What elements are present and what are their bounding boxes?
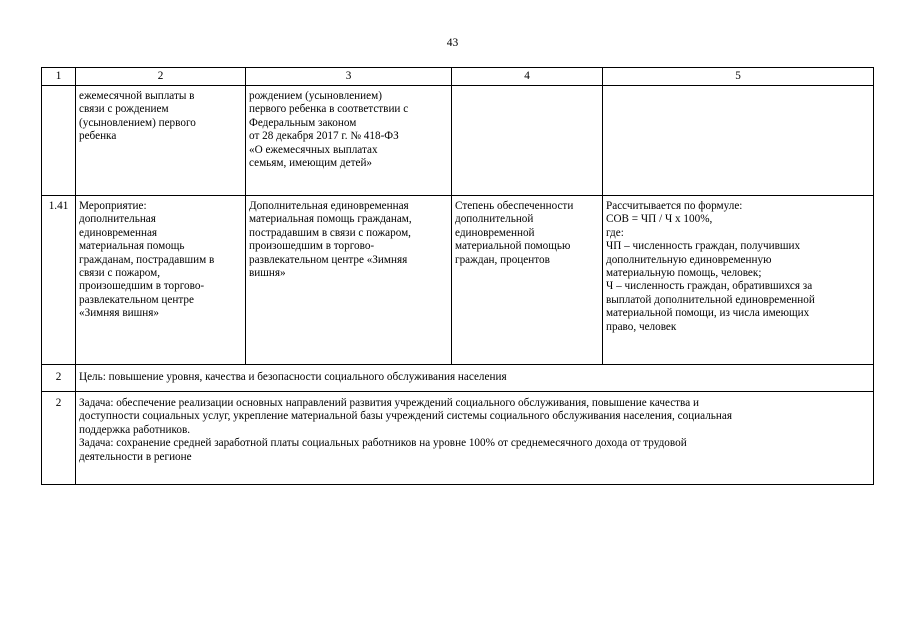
task-text <box>76 392 874 485</box>
task-row <box>42 392 874 485</box>
cell-line: первого ребенка в соответствии с <box>249 103 409 116</box>
cell-line: произошедшим в торгово- <box>79 280 205 293</box>
cell-line: дополнительную единовременную <box>606 253 772 266</box>
cell-line: Рассчитывается по формуле: <box>606 200 743 212</box>
cell-line: (усыновлением) первого <box>79 116 196 129</box>
formula-cell <box>603 86 874 196</box>
cell-line: ЧП – численность граждан, получивших <box>606 240 801 253</box>
task-line: деятельности в регионе <box>79 450 192 463</box>
measure-name-cell <box>76 86 246 196</box>
cell-line: дополнительной <box>455 213 534 226</box>
task-line: доступности социальных услуг, укрепление материальной базы учреждений системы социального обслуживания населения, социальная <box>79 410 732 423</box>
header-cell-4: 4 <box>452 68 603 86</box>
header-cell-5: 5 <box>603 68 874 86</box>
cell-line: Дополнительная единовременная <box>249 200 409 212</box>
cell-line: связи с рождением <box>79 103 169 116</box>
cell-line: Степень обеспеченности <box>455 200 574 212</box>
cell-line: связи с пожаром, <box>79 267 161 280</box>
cell-line: гражданам, пострадавшим в <box>79 253 215 266</box>
indicator-cell <box>452 196 603 365</box>
header-cell-1: 1 <box>42 68 76 86</box>
measure-name-cell <box>76 196 246 365</box>
cell-line: от 28 декабря 2017 г. № 418-ФЗ <box>249 130 399 143</box>
goal-row <box>42 365 874 392</box>
task-line: Задача: обеспечение реализации основных направлений развития учреждений социального обслуживания, повышение качества и <box>79 397 699 409</box>
formula-cell <box>603 196 874 365</box>
cell-line: семьям, имеющим детей» <box>249 157 373 170</box>
cell-line: «Зимняя вишня» <box>79 307 159 320</box>
indicator-cell <box>452 86 603 196</box>
cell-line: ребенка <box>79 130 117 143</box>
cell-line: материальная помощь <box>79 240 185 253</box>
row-number: 2 <box>42 365 76 392</box>
cell-line: где: <box>606 226 624 239</box>
cell-line: материальной помощью <box>455 240 571 253</box>
cell-line: ежемесячной выплаты в <box>79 90 195 102</box>
cell-line: Ч – численность граждан, обратившихся за <box>606 280 813 293</box>
table-row <box>42 196 874 365</box>
cell-line: пострадавшим в связи с пожаром, <box>249 226 411 239</box>
cell-line: материальной помощи, из числа имеющих <box>606 307 810 320</box>
cell-line: произошедшим в торгово- <box>249 240 375 253</box>
table-header-row <box>42 68 874 86</box>
cell-line: «О ежемесячных выплатах <box>249 143 378 156</box>
cell-line: вишня» <box>249 267 286 280</box>
goal-text: Цель: повышение уровня, качества и безопасности социального обслуживания населения <box>76 365 874 392</box>
cell-line: развлекательном центре «Зимняя <box>249 253 408 266</box>
row-number: 1.41 <box>42 196 76 365</box>
row-number: 2 <box>42 392 76 485</box>
cell-line: дополнительная <box>79 213 156 226</box>
cell-line: рождением (усыновлением) <box>249 90 382 102</box>
description-cell <box>246 86 452 196</box>
row-number <box>42 86 76 196</box>
cell-line: право, человек <box>606 320 677 333</box>
cell-line: граждан, процентов <box>455 253 550 266</box>
page-number: 43 <box>446 37 459 49</box>
header-cell-2: 2 <box>76 68 246 86</box>
cell-line: СОВ = ЧП / Ч х 100%, <box>606 213 713 226</box>
cell-line: Мероприятие: <box>79 200 147 212</box>
table-row <box>42 86 874 196</box>
task-line: Задача: сохранение средней заработной платы социальных работников на уровне 100% от среднемесячного дохода от трудовой <box>79 437 687 450</box>
task-line: поддержка работников. <box>79 423 191 436</box>
cell-line: единовременная <box>79 226 158 239</box>
header-cell-3: 3 <box>246 68 452 86</box>
cell-line: материальную помощь, человек; <box>606 267 762 280</box>
indicators-table <box>41 67 874 485</box>
cell-line: единовременной <box>455 226 535 239</box>
cell-line: выплатой дополнительной единовременной <box>606 293 815 306</box>
description-cell <box>246 196 452 365</box>
cell-line: развлекательном центре <box>79 293 194 306</box>
cell-line: материальная помощь гражданам, <box>249 213 412 226</box>
cell-line: Федеральным законом <box>249 116 357 129</box>
